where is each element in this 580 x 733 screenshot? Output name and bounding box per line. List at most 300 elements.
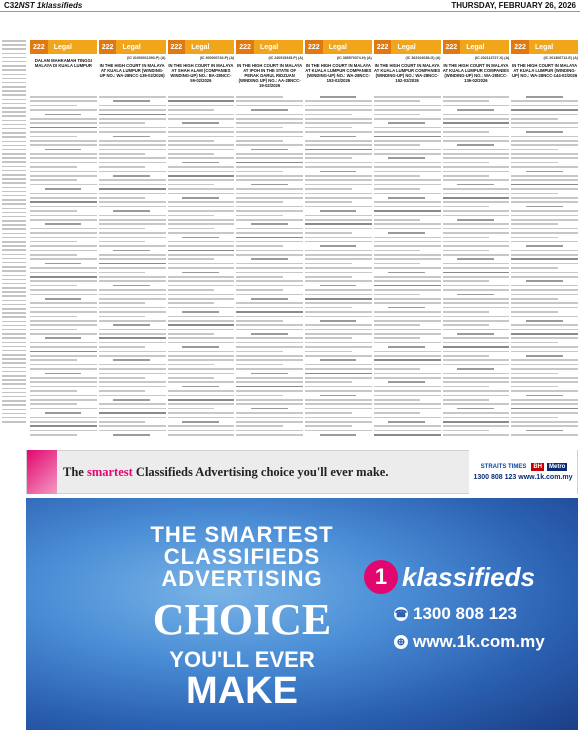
text-line <box>251 408 288 410</box>
text-line <box>305 399 372 401</box>
text-line <box>443 215 510 217</box>
text-line <box>251 298 288 300</box>
text-line <box>30 377 97 379</box>
text-line <box>45 337 82 339</box>
text-line <box>236 228 303 230</box>
text-line <box>305 162 372 164</box>
text-line <box>2 82 26 84</box>
text-line <box>2 157 26 159</box>
text-line <box>30 206 97 208</box>
text-line <box>2 245 26 247</box>
text-line <box>374 324 421 326</box>
text-line <box>374 294 421 296</box>
text-line <box>511 307 578 309</box>
text-line <box>2 262 26 264</box>
text-line <box>443 114 510 116</box>
text-line <box>305 206 372 208</box>
text-line <box>443 316 510 318</box>
text-line <box>2 333 26 335</box>
notice-reference: (IC 240915345-P) (A) <box>268 56 303 60</box>
text-line <box>30 307 97 309</box>
text-line <box>374 399 421 401</box>
text-line <box>443 250 490 252</box>
text-line <box>305 403 372 405</box>
klassifieds-advert[interactable] <box>26 498 578 730</box>
text-line <box>388 232 425 234</box>
text-line <box>2 270 26 272</box>
text-line <box>45 412 82 414</box>
text-line <box>305 355 372 357</box>
phone-icon: ☎ <box>394 608 408 620</box>
text-line <box>374 201 441 203</box>
text-line <box>443 122 510 124</box>
text-line <box>2 216 26 218</box>
text-line <box>2 69 26 71</box>
text-line <box>236 237 303 239</box>
text-line <box>443 267 510 269</box>
text-line <box>511 417 558 419</box>
text-line <box>2 383 26 385</box>
text-line <box>374 403 441 405</box>
text-line <box>99 381 166 383</box>
text-line <box>236 276 283 278</box>
classifieds-banner-ad[interactable] <box>26 450 578 494</box>
text-line <box>113 324 150 326</box>
category-label: Legal <box>259 43 279 51</box>
text-line <box>443 272 510 274</box>
text-line <box>374 228 441 230</box>
text-line <box>443 324 490 326</box>
text-line <box>182 272 219 274</box>
text-line <box>236 201 283 203</box>
text-line <box>30 351 97 353</box>
text-line <box>2 149 26 151</box>
text-line <box>374 258 441 260</box>
text-line <box>2 337 26 339</box>
text-line <box>99 421 146 423</box>
text-line <box>236 188 303 190</box>
text-line <box>99 149 166 151</box>
text-line <box>236 153 303 155</box>
notice-reference: (IC 385970374-H) (A) <box>336 56 372 60</box>
notice-title: IN THE HIGH COURT IN MALAYA AT KUALA LUMPUR COMPANIES (WINDING-UP) NO.: WA-28NCC-136-02/2026 <box>442 62 509 83</box>
text-line <box>526 96 563 98</box>
text-line <box>168 258 215 260</box>
text-line <box>374 184 441 186</box>
text-line <box>305 390 372 392</box>
text-line <box>2 291 26 293</box>
text-line <box>2 145 26 147</box>
text-line <box>443 381 510 383</box>
text-line <box>374 131 441 133</box>
text-line <box>511 263 578 265</box>
text-line <box>168 412 235 414</box>
text-line <box>2 258 26 260</box>
text-line <box>236 320 283 322</box>
text-line <box>236 351 283 353</box>
text-line <box>305 263 352 265</box>
text-line <box>305 228 372 230</box>
text-line <box>236 96 283 98</box>
text-line <box>2 295 26 297</box>
text-line <box>99 346 146 348</box>
globe-icon: ⊕ <box>394 635 408 649</box>
text-line <box>443 175 490 177</box>
text-line <box>305 272 372 274</box>
text-line <box>30 386 97 388</box>
text-line <box>511 425 578 427</box>
text-line <box>305 337 352 339</box>
text-line <box>443 237 490 239</box>
text-line <box>30 96 97 98</box>
text-line <box>2 275 26 277</box>
text-line <box>168 241 235 243</box>
text-line <box>511 333 578 335</box>
text-line <box>443 359 510 361</box>
text-line <box>374 417 441 419</box>
text-line <box>443 263 510 265</box>
text-line <box>443 96 510 98</box>
text-line <box>305 377 372 379</box>
banner-phone: 1300 808 123 <box>473 474 517 481</box>
text-line <box>99 263 166 265</box>
straits-times-logo: STRAITS TIMES <box>480 464 527 470</box>
text-line <box>99 118 166 120</box>
text-line <box>526 131 563 133</box>
text-line <box>511 241 578 243</box>
notice-body <box>99 96 166 446</box>
text-line <box>30 210 77 212</box>
text-line <box>457 184 494 186</box>
text-line <box>305 219 372 221</box>
text-line <box>374 149 441 151</box>
publication-date: THURSDAY, FEBRUARY 26, 2026 <box>451 1 576 10</box>
text-line <box>113 399 150 401</box>
text-line <box>305 342 372 344</box>
text-line <box>168 184 215 186</box>
legal-notice <box>511 56 578 446</box>
text-line <box>374 162 441 164</box>
text-line <box>251 258 288 260</box>
text-line <box>374 329 441 331</box>
text-line <box>2 128 26 130</box>
text-line <box>168 316 235 318</box>
column-header <box>305 40 372 54</box>
text-line <box>511 118 558 120</box>
text-line <box>251 223 288 225</box>
text-line <box>30 215 97 217</box>
text-line <box>2 362 26 364</box>
text-line <box>443 153 510 155</box>
text-line <box>2 266 26 268</box>
banner-contact-box <box>469 450 577 494</box>
text-line <box>30 403 77 405</box>
text-line <box>374 377 441 379</box>
notice-title: IN THE HIGH COURT IN MALAYA AT KUALA LUMPUR COMPANIES (WINDING-UP) NO.: WA-28NCC-153-02/2026 <box>305 62 372 83</box>
text-line <box>99 188 166 190</box>
text-line <box>99 166 146 168</box>
text-line <box>168 201 235 203</box>
text-line <box>374 263 421 265</box>
text-line <box>511 109 578 111</box>
text-line <box>443 157 510 159</box>
text-line <box>236 412 303 414</box>
text-line <box>30 184 97 186</box>
text-line <box>511 149 558 151</box>
text-line <box>443 105 510 107</box>
text-line <box>305 188 352 190</box>
text-line <box>374 100 421 102</box>
text-line <box>168 294 235 296</box>
text-line <box>182 197 219 199</box>
text-line <box>30 324 97 326</box>
text-line <box>168 425 235 427</box>
text-line <box>168 381 235 383</box>
text-line <box>236 215 283 217</box>
text-line <box>168 368 235 370</box>
text-line <box>305 193 372 195</box>
text-line <box>236 359 303 361</box>
metro-logo: Metro <box>549 464 566 470</box>
text-line <box>168 136 235 138</box>
text-line <box>236 364 283 366</box>
legal-notice <box>168 56 235 446</box>
text-line <box>236 311 303 313</box>
text-line <box>2 103 26 105</box>
text-line <box>457 294 494 296</box>
text-line <box>2 404 26 406</box>
text-line <box>2 111 26 113</box>
text-line <box>236 166 303 168</box>
publication-brand: NST 1klassifieds <box>18 1 83 10</box>
text-line <box>2 329 26 331</box>
text-line <box>511 219 578 221</box>
text-line <box>388 197 425 199</box>
text-line <box>374 215 441 217</box>
text-line <box>30 267 97 269</box>
text-line <box>168 302 215 304</box>
text-line <box>99 232 166 234</box>
text-line <box>236 399 303 401</box>
text-line <box>374 223 441 225</box>
text-line <box>99 408 166 410</box>
text-line <box>99 122 146 124</box>
text-line <box>45 149 82 151</box>
text-line <box>236 206 303 208</box>
text-line <box>168 377 215 379</box>
text-line <box>443 188 510 190</box>
text-line <box>45 223 82 225</box>
text-line <box>182 311 219 313</box>
text-line <box>236 294 303 296</box>
text-line <box>305 201 352 203</box>
text-line <box>30 166 77 168</box>
notice-body <box>443 96 510 446</box>
text-line <box>443 285 510 287</box>
text-line <box>443 342 510 344</box>
text-line <box>99 364 166 366</box>
text-line <box>251 109 288 111</box>
text-line <box>30 408 97 410</box>
text-line <box>305 425 352 427</box>
text-line <box>168 140 215 142</box>
text-line <box>305 381 352 383</box>
text-line <box>168 280 235 282</box>
text-line <box>511 311 558 313</box>
text-line <box>320 320 357 322</box>
text-line <box>305 307 352 309</box>
text-line <box>443 377 510 379</box>
text-line <box>2 78 26 80</box>
text-line <box>511 210 578 212</box>
text-line <box>305 289 372 291</box>
text-line <box>374 219 421 221</box>
text-line <box>443 276 510 278</box>
text-line <box>374 171 441 173</box>
text-line <box>168 395 235 397</box>
text-line <box>2 417 26 419</box>
text-line <box>526 280 563 282</box>
category-number: 222 <box>305 40 323 54</box>
text-line <box>2 241 26 243</box>
text-line <box>236 355 303 357</box>
text-line <box>305 333 372 335</box>
text-line <box>168 100 235 102</box>
text-line <box>443 307 510 309</box>
text-line <box>443 355 490 357</box>
text-line <box>511 316 578 318</box>
notice-body <box>511 96 578 446</box>
text-line <box>305 329 372 331</box>
text-line <box>443 337 510 339</box>
notice-reference: (IC 202113727-X) (A) <box>474 56 510 60</box>
advert-choice: CHOICE <box>152 595 332 644</box>
text-line <box>388 272 425 274</box>
text-line <box>30 395 97 397</box>
text-line <box>30 245 97 247</box>
text-line <box>305 250 372 252</box>
text-line <box>2 182 26 184</box>
text-line <box>2 174 26 176</box>
text-line <box>236 197 303 199</box>
text-line <box>236 417 303 419</box>
text-line <box>251 184 288 186</box>
text-line <box>99 109 166 111</box>
text-line <box>99 162 166 164</box>
text-line <box>511 267 558 269</box>
text-line <box>305 118 372 120</box>
text-line <box>30 193 97 195</box>
text-line <box>443 386 490 388</box>
text-line <box>443 127 510 129</box>
text-line <box>236 210 303 212</box>
text-line <box>374 412 421 414</box>
text-line <box>236 337 303 339</box>
text-line <box>168 399 235 401</box>
text-line <box>113 359 150 361</box>
text-line <box>511 188 578 190</box>
text-line <box>30 153 97 155</box>
notice-reference: (IC 300000740-P) (A) <box>199 56 235 60</box>
advert-website[interactable]: ⊕ www.1k.com.my <box>394 632 545 652</box>
notice-title: IN THE HIGH COURT IN MALAYA AT IPOH IN THE STATE OF PERAK DARUL RIDZUAN (WINDING UP) NO.: AA-28NCC-19-02/2026 <box>237 62 303 88</box>
text-line <box>99 333 166 335</box>
text-line <box>99 245 166 247</box>
text-line <box>2 48 26 50</box>
text-line <box>168 210 235 212</box>
text-line <box>45 263 82 265</box>
text-line <box>511 254 578 256</box>
category-number: 222 <box>511 40 529 54</box>
advert-make: YOU'LL EVER MAKE <box>169 647 315 712</box>
text-line <box>30 109 97 111</box>
text-line <box>168 333 215 335</box>
category-label: Legal <box>191 43 210 51</box>
category-label: Legal <box>53 43 72 51</box>
text-line <box>305 386 372 388</box>
text-line <box>99 417 166 419</box>
text-line <box>305 197 372 199</box>
text-line <box>305 122 372 124</box>
text-line <box>99 403 166 405</box>
legal-notices-grid <box>30 56 578 446</box>
notice-title: IN THE HIGH COURT IN MALAYA AT KUALA LUMPUR (WINDING-UP NO.: WA-28NCC-139-02/2026) <box>99 62 165 78</box>
notice-reference: (IC 201306712-E) (A) <box>543 56 578 60</box>
text-line <box>320 171 357 173</box>
text-line <box>305 232 352 234</box>
text-line <box>511 144 578 146</box>
text-line <box>236 368 303 370</box>
text-line <box>168 342 235 344</box>
text-line <box>305 215 372 217</box>
text-line <box>374 408 441 410</box>
text-line <box>374 425 441 427</box>
text-line <box>2 161 26 163</box>
text-line <box>236 403 303 405</box>
text-line <box>168 245 235 247</box>
text-line <box>99 215 166 217</box>
text-line <box>99 302 146 304</box>
text-line <box>374 355 441 357</box>
text-line <box>526 395 563 397</box>
text-line <box>30 175 97 177</box>
text-line <box>30 320 97 322</box>
text-line <box>526 245 563 247</box>
text-line <box>2 300 26 302</box>
text-line <box>511 175 578 177</box>
text-line <box>168 373 235 375</box>
text-line <box>511 250 578 252</box>
text-line <box>99 342 166 344</box>
text-line <box>236 114 303 116</box>
text-line <box>305 258 372 260</box>
text-line <box>236 289 283 291</box>
text-line <box>99 127 166 129</box>
text-line <box>511 105 578 107</box>
banner-contact <box>474 474 573 481</box>
text-line <box>374 311 441 313</box>
text-line <box>30 118 97 120</box>
text-line <box>168 127 235 129</box>
text-line <box>2 228 26 230</box>
banner-web[interactable]: www.1k.com.my <box>518 474 573 481</box>
text-line <box>168 263 235 265</box>
legal-notice <box>305 56 372 446</box>
notice-reference: (IC 363104038-G) (A) <box>405 56 441 60</box>
text-line <box>374 337 421 339</box>
text-line <box>305 351 352 353</box>
text-line <box>182 162 219 164</box>
